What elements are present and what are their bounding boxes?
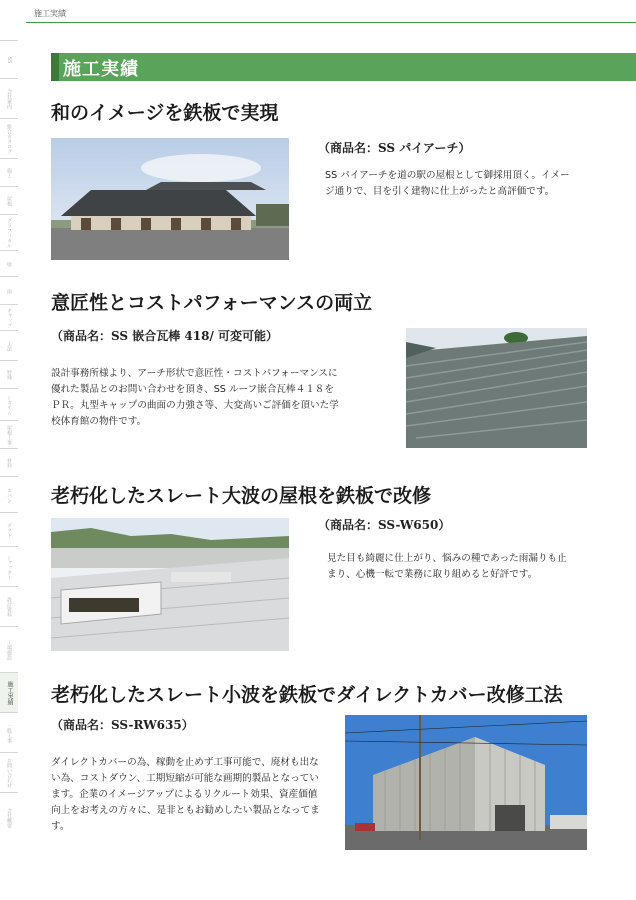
section-3-photo: [51, 518, 289, 651]
section-1-title: 和のイメージを鉄板で実現: [51, 102, 279, 124]
page-header: [0, 0, 636, 24]
section-1-body: SS パイアーチを道の駅の屋根として御採用頂く。イメージ通りで、目を引く建物に仕上がったと高評価です。: [325, 170, 570, 197]
sidebar-item-5[interactable]: グラフィカル: [0, 214, 18, 251]
sidebar-item-18[interactable]: 工場施設: [0, 626, 18, 673]
section-3-title: 老朽化したスレート大波の屋根を鉄板で改修: [51, 485, 432, 507]
sidebar-item-17[interactable]: 設計資料: [0, 586, 18, 627]
sidebar-item-1[interactable]: 会社案内: [0, 78, 18, 119]
section-2-product: （商品名：SS 嵌合瓦棒 418/ 可変可能）: [51, 329, 279, 343]
sidebar-item-7[interactable]: 雨: [0, 276, 18, 305]
sidebar-item-16[interactable]: シャッター: [0, 546, 18, 587]
sidebar-item-21[interactable]: お問い合わせ: [0, 752, 18, 793]
sidebar-item-20[interactable]: 一般工事: [0, 712, 18, 753]
section-2-photo: [406, 328, 587, 448]
sidebar-item-0[interactable]: SS: [0, 40, 18, 79]
sidebar-item-15[interactable]: ダクト: [0, 512, 18, 547]
section-3-product: （商品名：SS-W650）: [318, 518, 451, 532]
header-section-label: 施工実績: [34, 9, 66, 18]
sidebar-index: [0, 40, 18, 900]
section-2-body: 設計事務所様より、アーチ形状で意匠性・コストパフォーマンスに優れた製品とのお問い合わせを頂き、SS ルーフ嵌合瓦棒４１８をＰＲ。丸型キャップの曲面の力強さ等、大変高いご評価を頂いた学校体育館の物件です。: [51, 368, 339, 427]
section-banner: [51, 53, 636, 81]
section-4-photo: [345, 715, 587, 850]
sidebar-item-10[interactable]: 特殊: [0, 360, 18, 389]
sidebar-item-4[interactable]: 屋根: [0, 186, 18, 215]
section-4-body: ダイレクトカバーの為、稼動を止めず工事可能で、廃材も出ない為、コストダウン、工期短縮が可能な画期的製品となっています。企業のイメージアップによるリクルート効果、資産価値向上をお考えの方々に、是非ともお勧めしたい製品となってます。: [51, 757, 320, 832]
sidebar-item-14[interactable]: スパン: [0, 476, 18, 513]
section-3-body: 見た目も綺麗に仕上がり、悩みの種であった雨漏りも止まり、心機一転で業務に取り組めると好評です。: [327, 553, 567, 580]
section-2-title: 意匠性とコストパフォーマンスの両立: [51, 292, 373, 314]
sidebar-item-12[interactable]: 屋根工事: [0, 420, 18, 449]
section-4-product: （商品名：SS-RW635）: [51, 718, 194, 732]
section-4-title: 老朽化したスレート小波を鉄板でダイレクトカバー改修工法: [51, 684, 563, 706]
sidebar-item-2[interactable]: 総合カタログ: [0, 118, 18, 159]
sidebar-item-22[interactable]: 会社概要: [0, 792, 18, 843]
header-rule: [26, 22, 636, 23]
section-1-photo: [51, 138, 289, 260]
sidebar-item-6[interactable]: 壁: [0, 250, 18, 277]
section-1-product: （商品名：SS パイアーチ）: [318, 141, 471, 155]
banner-accent: [51, 53, 59, 81]
sidebar-item-19-active[interactable]: 施工実績: [0, 672, 18, 713]
sidebar-item-11[interactable]: システム: [0, 388, 18, 421]
sidebar-item-13[interactable]: 材料: [0, 448, 18, 477]
banner-title: 施工実績: [63, 59, 139, 80]
sidebar-item-8[interactable]: キャップ: [0, 304, 18, 331]
sidebar-item-3[interactable]: 施工: [0, 158, 18, 187]
sidebar-item-9[interactable]: 工法: [0, 330, 18, 361]
